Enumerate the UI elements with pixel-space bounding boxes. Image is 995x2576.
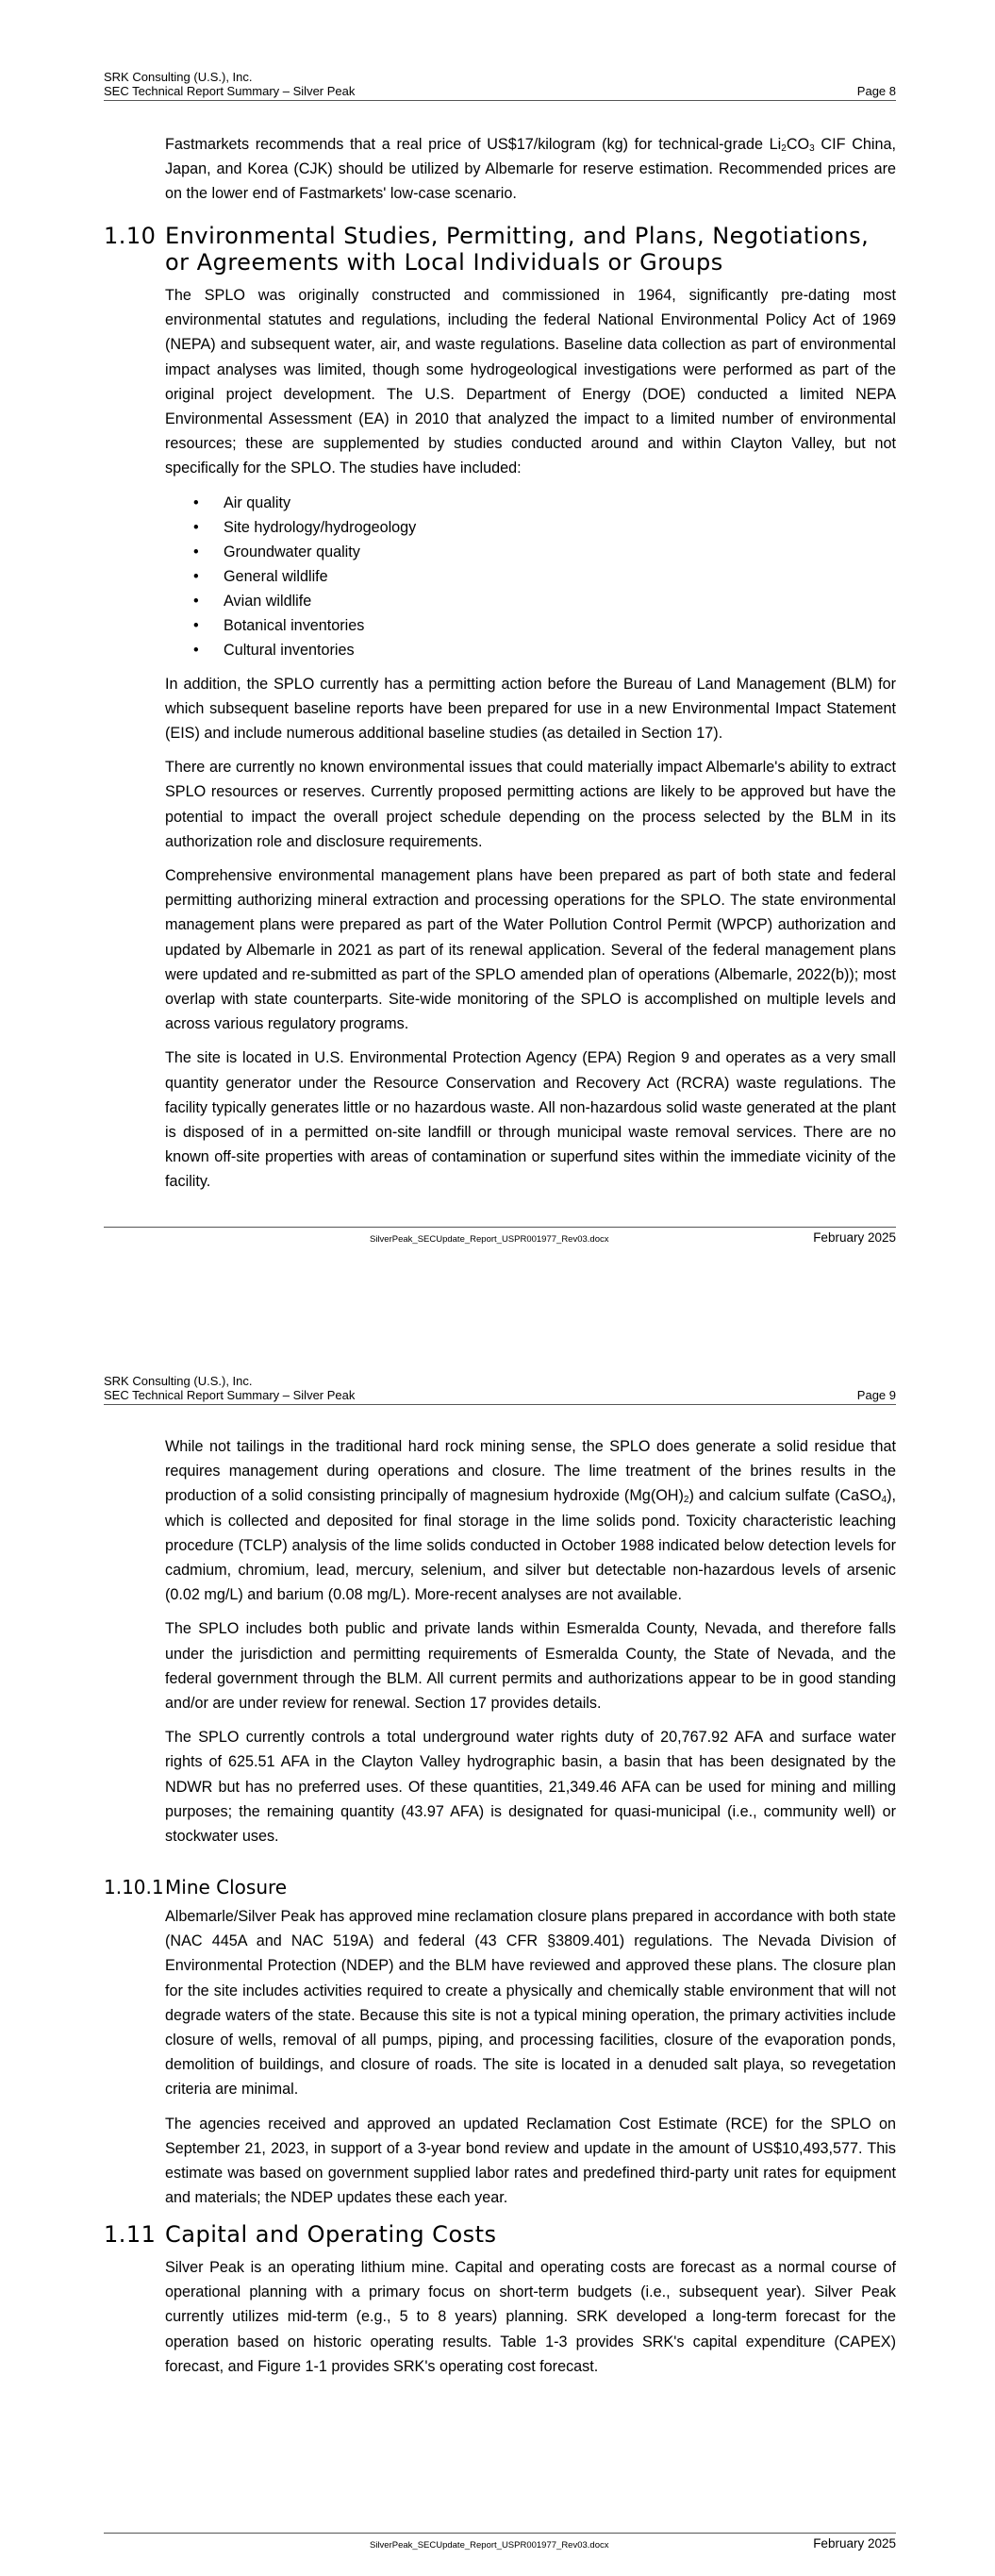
intro-paragraph-block bbox=[165, 132, 896, 216]
paragraph: The SPLO was originally constructed and commissioned in 1964, significantly pre-dating most environmental statutes and regulations, including the federal National Environmental Policy Act of 1969 (NEPA) and subsequent water, air, and waste regulations. Baseline data collection as part of environmental impact analyses was limited, though some hydrogeological investigations were performed as part of the original project development. The U.S. Department of Energy (DOE) conducted a limited NEPA Environmental Assessment (EA) in 2010 that analyzed the impact to a limited number of environmental resources; these are supplemented by studies conducted around and within Clayton Valley, but not specifically for the SPLO. The studies have included: bbox=[165, 287, 896, 477]
footer-rule bbox=[104, 1227, 896, 1228]
section-heading-1-11 bbox=[104, 2221, 896, 2248]
section-title: Capital and Operating Costs bbox=[165, 2221, 497, 2248]
footer-filename: SilverPeak_SECUpdate_Report_USPR001977_Rev03.docx bbox=[370, 2540, 609, 2551]
list-item: • Botanical inventories bbox=[165, 613, 896, 638]
section-number: 1.10.1 bbox=[104, 1876, 164, 1899]
section-1-10-body bbox=[165, 283, 896, 1204]
paragraph: Comprehensive environmental management plans have been prepared as part of both state and federal permitting authorizing mineral extraction and processing operations for the SPLO. The state environmental management plans were prepared as part of the Water Pollution Control Permit (WPCP) authorization and updated by Albemarle in 2021 as part of its renewal application. Several of the federal management plans were updated and re-submitted as part of the SPLO amended plan of operations (Albemarle, 2022(b)); most overlap with state counterparts. Site-wide monitoring of the SPLO is accomplished on multiple levels and across various regulatory programs. bbox=[165, 867, 896, 1033]
studies-list bbox=[165, 491, 896, 662]
paragraph: The site is located in U.S. Environmental Protection Agency (EPA) Region 9 and operates as a very small quantity generator under the Resource Conservation and Recovery Act (RCRA) waste regulations. The facility typically generates little or no hazardous waste. All non-hazardous solid waste generated at the plant is disposed of in a permitted on-site landfill or through municipal waste removal services. There are no known off-site properties with areas of contamination or superfund sites within the immediate vicinity of the facility. bbox=[165, 1049, 896, 1191]
footer-filename: SilverPeak_SECUpdate_Report_USPR001977_Rev03.docx bbox=[370, 1234, 609, 1245]
header-rule bbox=[104, 100, 896, 101]
page-9-body bbox=[165, 1434, 896, 1858]
section-title: Environmental Studies, Permitting, and Plans, Negotiations, or Agreements with Local Individuals or Groups bbox=[165, 223, 870, 276]
header-report-title: SEC Technical Report Summary – Silver Peak bbox=[104, 1388, 356, 1402]
paragraph: In addition, the SPLO currently has a permitting action before the Bureau of Land Management (BLM) for which subsequent baseline reports have been prepared for use in a new Environmental Impact Statement (EIS) and include numerous additional baseline studies (as detailed in Section 17). bbox=[165, 675, 896, 743]
paragraph: The agencies received and approved an updated Reclamation Cost Estimate (RCE) for the SPLO on September 21, 2023, in support of a 3-year bond review and update in the amount of US$10,493,577. This estimate was based on government supplied labor rates and predefined third-party unit rates for equipment and materials; the NDEP updates these each year. bbox=[165, 2115, 896, 2207]
header-company: SRK Consulting (U.S.), Inc. bbox=[104, 70, 253, 84]
page-number: Page 8 bbox=[856, 84, 896, 98]
paragraph: The SPLO currently controls a total underground water rights duty of 20,767.92 AFA and surface water rights of 625.51 AFA in the Clayton Valley hydrographic basin, a basin that has been designated by the NDWR but has no preferred uses. Of these quantities, 21,349.46 AFA can be used for mining and milling purposes; the remaining quantity (43.97 AFA) is designated for quasi-municipal (i.e., community well) or stockwater uses. bbox=[165, 1729, 896, 1846]
section-heading-1-10-1 bbox=[104, 1876, 896, 1899]
header-company: SRK Consulting (U.S.), Inc. bbox=[104, 1374, 253, 1388]
header-report-title: SEC Technical Report Summary – Silver Peak bbox=[104, 84, 356, 98]
list-item: • Cultural inventories bbox=[165, 638, 896, 662]
footer-date: February 2025 bbox=[813, 2536, 896, 2551]
section-title: Mine Closure bbox=[165, 1876, 288, 1899]
section-number: 1.11 bbox=[104, 2221, 157, 2248]
list-item: • General wildlife bbox=[165, 564, 896, 589]
paragraph: While not tailings in the traditional hard rock mining sense, the SPLO does generate a solid residue that requires management during operations and closure. The lime treatment of the brines results in the production of a solid consisting principally of magnesium hydroxide $(Mg(OH)_2)$ and calcium sulfate (CaSO$_4$), which is collected and deposited for final storage in the lime solids pond. Toxicity characteristic leaching procedure (TCLP) analysis of the lime solids conducted in October 1988 indicated below detection levels for cadmium, chromium, lead, mercury, selenium, and silver but detectable non-hazardous levels of arsenic (0.02 mg/L) and barium (0.08 mg/L). More-recent analyses are not available. bbox=[165, 1438, 896, 1604]
page-9 bbox=[0, 1293, 995, 2576]
page-header bbox=[104, 1374, 896, 1402]
footer-date: February 2025 bbox=[813, 1230, 896, 1245]
page-number: Page 9 bbox=[856, 1388, 896, 1402]
header-rule bbox=[104, 1404, 896, 1405]
paragraph: Silver Peak is an operating lithium mine. Capital and operating costs are forecast as a normal course of operational planning with a primary focus on short-term budgets (i.e., subsequent year). Silver Peak currently utilizes mid-term (e.g., 5 to 8 years) planning. SRK developed a long-term forecast for the operation based on historic operating results. Table 1-3 provides SRK's capital expenditure (CAPEX) forecast, and Figure 1-1 provides SRK's operating cost forecast. bbox=[165, 2259, 896, 2375]
section-heading-1-10 bbox=[104, 223, 896, 276]
section-number: 1.10 bbox=[104, 223, 157, 249]
list-item: • Air quality bbox=[165, 491, 896, 515]
section-1-10-1-body bbox=[165, 1904, 896, 2219]
list-item: • Groundwater quality bbox=[165, 540, 896, 564]
section-1-11-body bbox=[165, 2255, 896, 2388]
page-header bbox=[104, 70, 896, 98]
paragraph: The SPLO includes both public and private lands within Esmeralda County, Nevada, and therefore falls under the jurisdiction and permitting requirements of Esmeralda County, the State of Nevada, and the federal government through the BLM. All current permits and authorizations appear to be in good standing and/or are under review for renewal. Section 17 provides details. bbox=[165, 1620, 896, 1713]
list-item: • Site hydrology/hydrogeology bbox=[165, 515, 896, 540]
paragraph: Albemarle/Silver Peak has approved mine reclamation closure plans prepared in accordance with both state (NAC 445A and NAC 519A) and federal (43 CFR §3809.401) regulations. The Nevada Division of Environmental Protection (NDEP) and the BLM have reviewed and approved these plans. The closure plan for the site includes activities required to create a physically and chemically stable environment that will not degrade waters of the state. Because this site is not a typical mining operation, the primary activities include closure of wells, removal of all pumps, piping, and processing facilities, closure of the evaporation ponds, demolition of buildings, and closure of roads. The site is located in a denuded salt playa, so revegetation criteria are minimal. bbox=[165, 1908, 896, 2099]
footer-rule bbox=[104, 2533, 896, 2534]
intro-paragraph: Fastmarkets recommends that a real price of US$17/kilogram (kg) for technical-grade $Li_2CO_3$ CIF China, Japan, and Korea (CJK) should be utilized by Albemarle for reserve estimation. Recommended prices are on the lower end of Fastmarkets' low-case scenario. bbox=[165, 136, 896, 203]
list-item: • Avian wildlife bbox=[165, 589, 896, 613]
paragraph: There are currently no known environmental issues that could materially impact Albemarle's ability to extract SPLO resources or reserves. Currently proposed permitting actions are likely to be approved but have the potential to impact the overall project schedule depending on the process selected by the BLM in its authorization role and disclosure requirements. bbox=[165, 759, 896, 850]
